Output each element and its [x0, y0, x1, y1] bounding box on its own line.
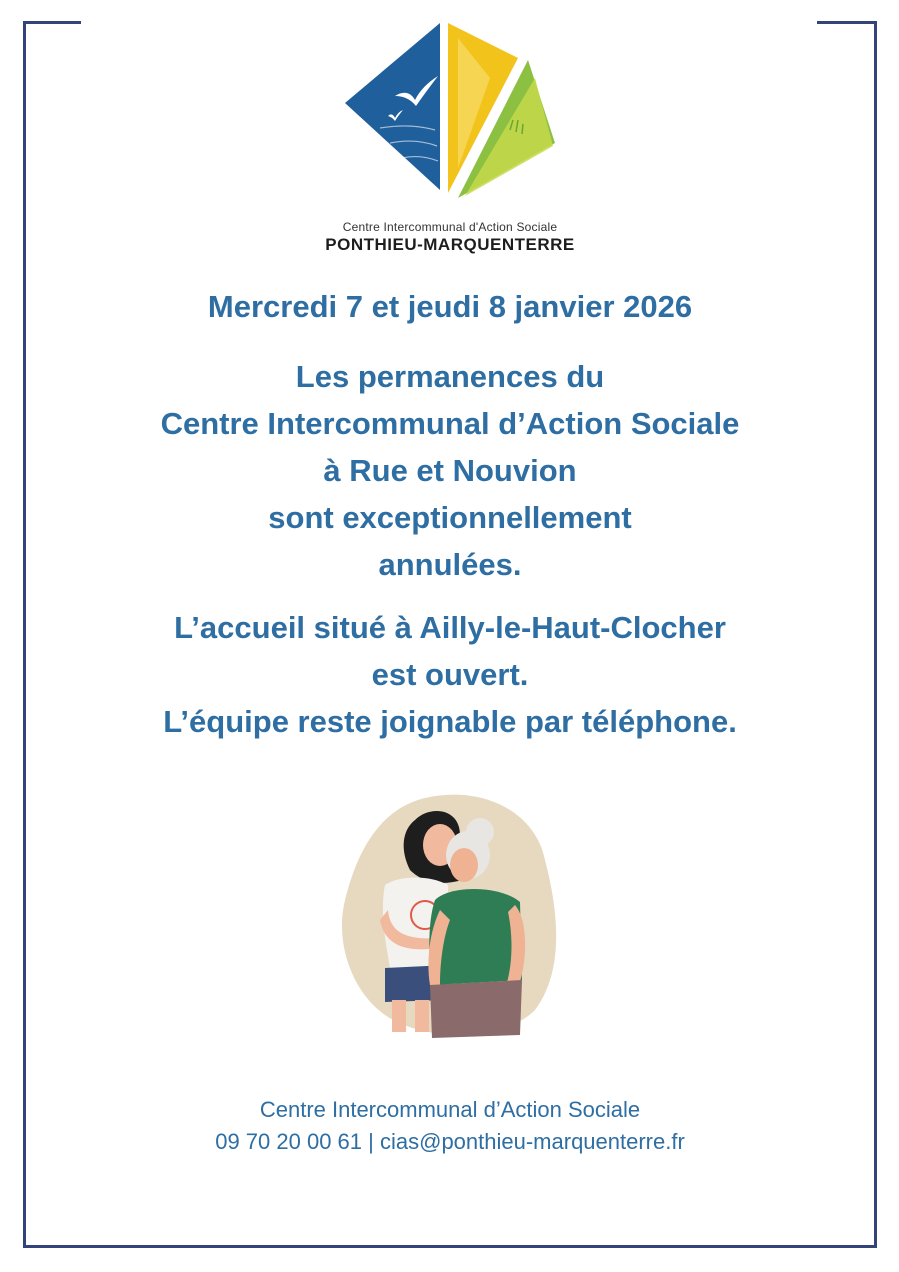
- message-line: Les permanences du: [295, 359, 605, 394]
- logo-blue-sail: [345, 23, 440, 190]
- cancellation-message: [60, 353, 840, 588]
- footer-contact: [60, 1127, 840, 1157]
- caregiver-hugging-elder-illustration-icon: [330, 790, 570, 1040]
- message-line: à Rue et Nouvion: [323, 453, 577, 488]
- message-line: sont exceptionnellement: [268, 500, 632, 535]
- info-line: L’équipe reste joignable par téléphone.: [163, 704, 737, 739]
- frame-top-right-segment: [817, 21, 877, 24]
- footer-org-name: Centre Intercommunal d’Action Sociale: [259, 1097, 641, 1122]
- logo-org-name: PONTHIEU-MARQUENTERRE: [325, 235, 575, 254]
- info-line: L’accueil situé à Ailly-le-Haut-Clocher: [174, 610, 726, 645]
- cias-sail-logo-icon: [340, 18, 560, 208]
- footer-phone[interactable]: 09 70 20 00 61: [215, 1129, 363, 1154]
- footer-email[interactable]: cias@ponthieu-marquenterre.fr: [379, 1129, 685, 1154]
- footer-separator: |: [368, 1129, 374, 1154]
- logo-org-subtitle: Centre Intercommunal d'Action Sociale: [342, 220, 558, 234]
- info-line: est ouvert.: [371, 657, 529, 692]
- reception-info: [60, 604, 840, 745]
- message-line: Centre Intercommunal d’Action Sociale: [160, 406, 740, 441]
- frame-top-left-segment: [23, 21, 81, 24]
- date-heading: Mercredi 7 et jeudi 8 janvier 2026: [207, 289, 693, 324]
- message-line: annulées.: [378, 547, 522, 582]
